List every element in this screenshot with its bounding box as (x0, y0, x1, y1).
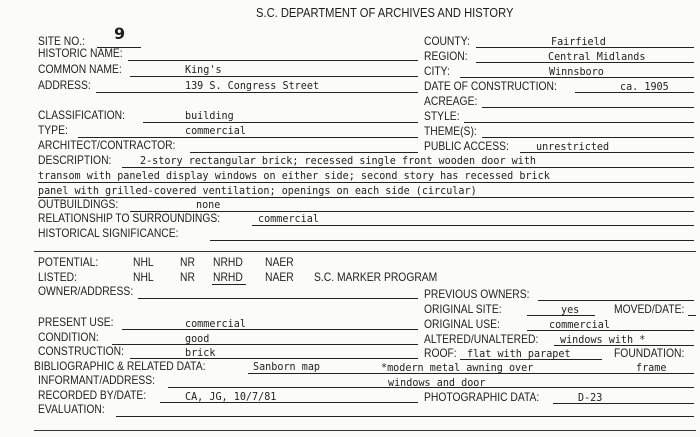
present-use-value: commercial (185, 317, 246, 330)
owner-address-label: OWNER/ADDRESS: (38, 284, 134, 298)
altered-value: windows with * (560, 333, 646, 346)
original-use-value: commercial (549, 318, 610, 331)
type-label: TYPE: (38, 123, 68, 137)
listed-nrhd: NRHD (213, 270, 243, 284)
description-line-3: panel with grilled-covered ventilation; openings on each side (circular) (38, 184, 477, 197)
original-site-value: yes (561, 303, 580, 316)
common-name-label: COMMON NAME: (38, 62, 122, 76)
altered-label: ALTERED/UNALTERED: (424, 332, 539, 346)
address-value: 139 S. Congress Street (185, 79, 320, 92)
potential-nrhd: NRHD (213, 255, 243, 269)
date-of-construction-label: DATE OF CONSTRUCTION: (424, 79, 557, 93)
common-name-value: King's (185, 63, 222, 76)
date-of-construction-value: ca. 1905 (620, 80, 669, 93)
outbuildings-value: none (196, 198, 221, 211)
recorded-by-value: CA, JG, 10/7/81 (185, 390, 277, 403)
marker-program: S.C. MARKER PROGRAM (314, 270, 438, 284)
description-line-2: transom with paneled display windows on either side; second story has recessed brick (38, 169, 550, 182)
listed-naer: NAER (265, 270, 294, 284)
original-site-label: ORIGINAL SITE: (424, 302, 502, 316)
roof-value: flat with parapet (467, 347, 571, 360)
informant-label: INFORMANT/ADDRESS: (38, 373, 155, 387)
previous-owners-label: PREVIOUS OWNERS: (424, 287, 530, 301)
city-label: CITY: (424, 64, 450, 78)
region-label: REGION: (424, 49, 468, 63)
foundation-value: frame (636, 361, 667, 374)
type-value: commercial (185, 124, 246, 137)
historic-name-label: HISTORIC NAME: (38, 46, 123, 60)
construction-value: brick (185, 346, 216, 359)
foundation-label: FOUNDATION: (614, 346, 685, 360)
potential-label: POTENTIAL: (38, 255, 99, 269)
county-value: Fairfield (551, 35, 606, 48)
recorded-by-label: RECORDED BY/DATE: (38, 388, 147, 402)
potential-nr: NR (180, 255, 195, 269)
form-header: S.C. DEPARTMENT OF ARCHIVES AND HISTORY (256, 5, 514, 20)
classification-label: CLASSIFICATION: (38, 108, 125, 122)
city-value: Winnsboro (549, 65, 604, 78)
listed-label: LISTED: (38, 270, 78, 284)
bibliographic-value: Sanborn map (253, 360, 321, 373)
construction-label: CONSTRUCTION: (38, 344, 124, 358)
region-value: Central Midlands (548, 50, 646, 63)
relationship-value: commercial (258, 212, 319, 225)
address-label: ADDRESS: (38, 78, 91, 92)
condition-value: good (185, 332, 210, 345)
present-use-label: PRESENT USE: (38, 315, 114, 329)
listed-nhl: NHL (133, 270, 154, 284)
site-no-label: SITE NO.: (38, 34, 86, 48)
footnote-line-1: *modern metal awning over (381, 361, 534, 374)
original-use-label: ORIGINAL USE: (424, 317, 500, 331)
roof-label: ROOF: (424, 346, 457, 360)
acreage-label: ACREAGE: (424, 94, 478, 108)
site-no-value: 9 (114, 24, 126, 43)
footnote-line-2: windows and door (388, 376, 486, 389)
description-label: DESCRIPTION: (38, 153, 112, 167)
classification-value: building (185, 109, 234, 122)
photographic-data-label: PHOTOGRAPHIC DATA: (424, 390, 540, 404)
architect-label: ARCHITECT/CONTRACTOR: (38, 138, 176, 152)
outbuildings-label: OUTBUILDINGS: (38, 197, 119, 211)
photographic-data-value: D-23 (578, 391, 603, 404)
style-label: STYLE: (424, 109, 460, 123)
public-access-label: PUBLIC ACCESS: (424, 139, 509, 153)
evaluation-label: EVALUATION: (38, 402, 105, 416)
bibliographic-label: BIBLIOGRAPHIC & RELATED DATA: (34, 359, 206, 373)
listed-nr: NR (180, 270, 195, 284)
public-access-value: unrestricted (536, 140, 610, 153)
condition-label: CONDITION: (38, 330, 99, 344)
relationship-label: RELATIONSHIP TO SURROUNDINGS: (38, 211, 221, 225)
county-label: COUNTY: (424, 34, 470, 48)
moved-date-label: MOVED/DATE: (614, 302, 685, 316)
potential-naer: NAER (265, 255, 294, 269)
themes-label: THEME(S): (424, 124, 477, 138)
historical-significance-label: HISTORICAL SIGNIFICANCE: (38, 226, 179, 240)
potential-nhl: NHL (133, 255, 154, 269)
description-line-1: 2-story rectangular brick; recessed single front wooden door with (140, 154, 537, 167)
